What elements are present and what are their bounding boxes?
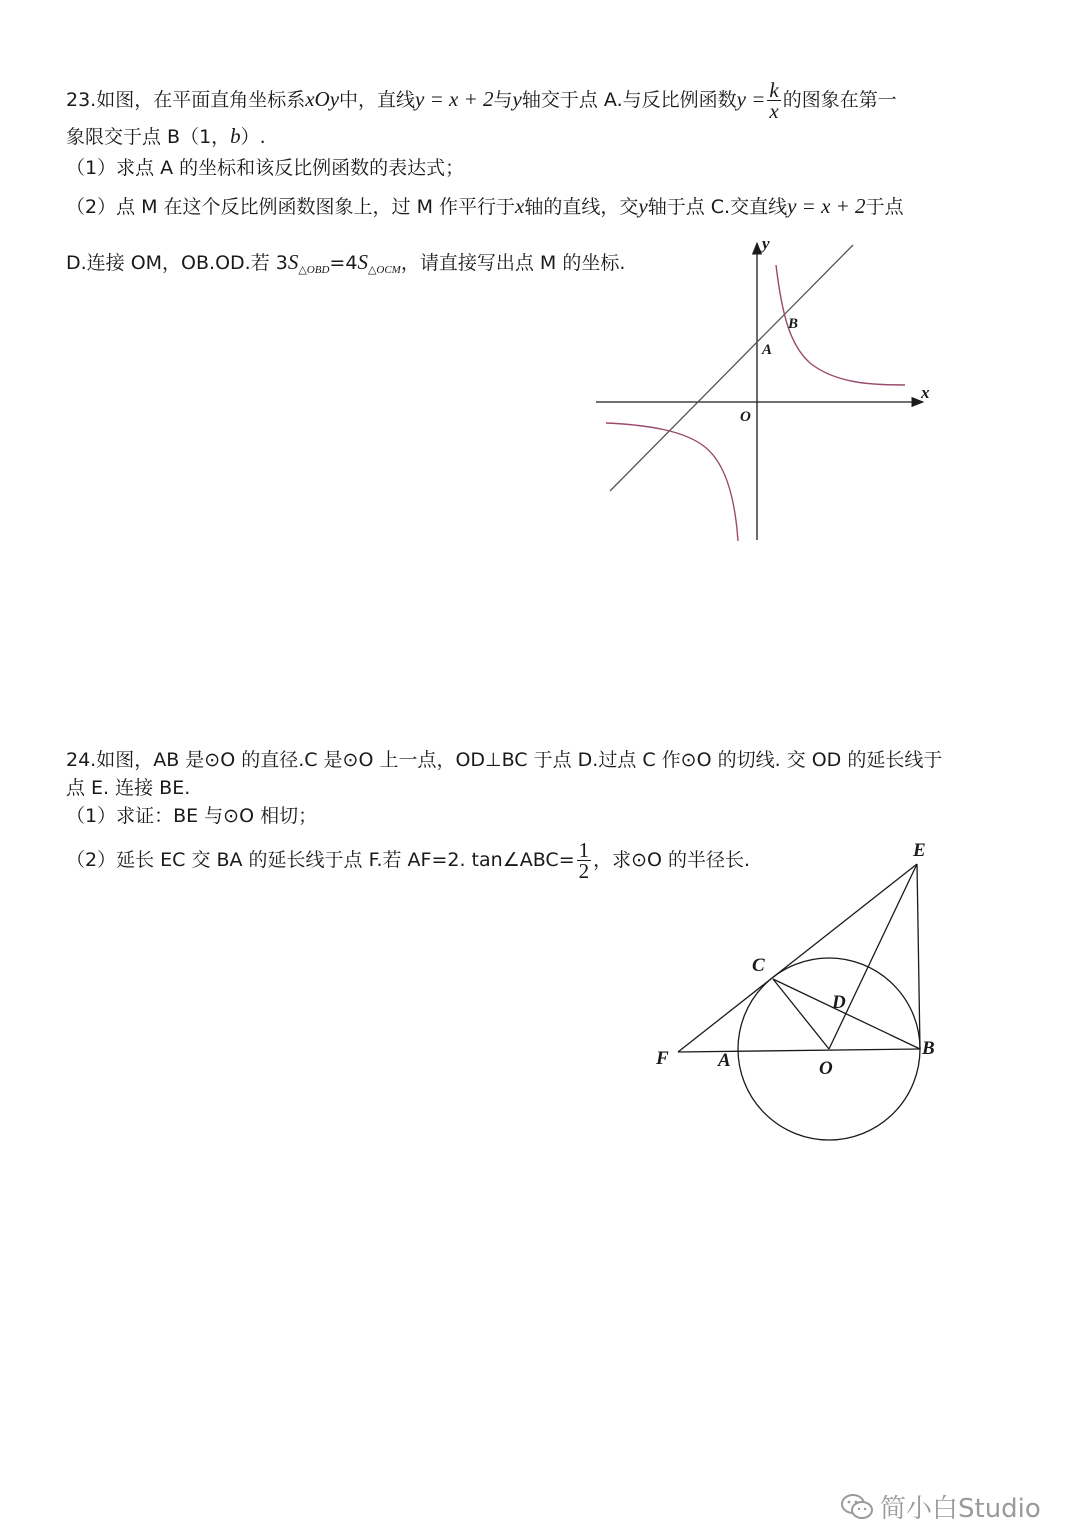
segment-co <box>773 979 829 1049</box>
q23-y: y <box>512 87 522 111</box>
fraction-one-half <box>577 840 592 881</box>
label-b: B <box>922 1038 935 1059</box>
q23-text: 象限交于点 B（1， <box>66 126 231 148</box>
area-sub: △OBD <box>298 264 330 276</box>
q23-text: 23.如图，在平面直角坐标系 <box>66 89 306 111</box>
label-o: O <box>819 1058 833 1079</box>
q23-eq-y: y = <box>736 87 766 111</box>
q23-line-eq: y = x + 2 <box>787 194 866 218</box>
q23-line-1 <box>66 80 897 121</box>
q23-x: x <box>515 194 525 218</box>
label-a: A <box>762 342 773 358</box>
q23-xoy: xOy <box>305 87 340 111</box>
area-s: S <box>357 250 368 274</box>
q24-text: 24.如图，AB 是⊙O 的直径.C 是⊙O 上一点，OD⊥BC 于点 D.过点 C 作⊙O 的切线. 交 OD 的延长线于 <box>66 749 943 771</box>
q23-text: （2）点 M 在这个反比例函数图象上，过 M 作平行于 <box>66 196 516 218</box>
q24-text: 点 E. 连接 BE. <box>66 777 191 799</box>
q23-text: D.连接 OM，OB.OD.若 3 <box>66 252 288 274</box>
q23-text: 轴的直线，交 <box>524 196 639 218</box>
q23-line-2 <box>66 124 266 149</box>
label-o: O <box>740 409 751 425</box>
q24-line-1 <box>66 748 942 772</box>
area-s: S <box>287 250 299 274</box>
q23-part-1 <box>66 156 464 180</box>
q23-part-2 <box>66 194 904 219</box>
q24-figure <box>640 830 960 1150</box>
frac-num: 1 <box>578 838 590 862</box>
q23-text: ）. <box>240 126 266 148</box>
q24-line-2 <box>66 776 190 800</box>
fraction-k-over-x <box>767 80 780 121</box>
q24-part-1 <box>66 804 317 828</box>
q23-text: ，请直接写出点 M 的坐标. <box>400 252 626 274</box>
q23-part-1-text: （1）求点 A 的坐标和该反比例函数的表达式； <box>66 157 465 179</box>
q23-text: 于点 <box>865 196 904 218</box>
frac-den: x <box>769 99 779 123</box>
label-d: D <box>832 992 846 1013</box>
q23-part-2-cont <box>66 250 625 282</box>
segment-fb <box>678 1049 920 1052</box>
q23-text: 轴交于点 A.与反比例函数 <box>521 89 737 111</box>
q23-figure <box>590 235 950 545</box>
q23-text: 轴于点 C.交直线 <box>647 196 788 218</box>
q23-text: 与 <box>493 89 513 111</box>
label-c: C <box>752 955 765 976</box>
q23-text: 中，直线 <box>339 89 416 111</box>
watermark-text: 简小白Studio <box>880 1494 1041 1524</box>
hyperbola-branch-q3 <box>606 423 738 541</box>
label-x: x <box>921 383 930 402</box>
segment-oe <box>829 864 917 1049</box>
q23-y: y <box>638 194 648 218</box>
label-f: F <box>656 1048 669 1069</box>
label-e: E <box>913 840 926 861</box>
frac-num: k <box>769 78 779 102</box>
label-b: B <box>788 316 799 332</box>
label-a: A <box>718 1050 731 1071</box>
frac-den: 2 <box>578 859 590 883</box>
watermark <box>840 1488 1041 1525</box>
q24-part-1-text: （1）求证：BE 与⊙O 相切； <box>66 805 318 827</box>
q23-text: 的图象在第一 <box>782 89 897 111</box>
segment-fe <box>678 864 917 1052</box>
q23-b: b <box>230 124 241 148</box>
area-sub: △OCM <box>367 264 401 276</box>
wechat-icon <box>840 1493 874 1521</box>
label-y: y <box>762 235 770 253</box>
q24-text: （2）延长 EC 交 BA 的延长线于点 F.若 AF=2. tan∠ABC= <box>66 849 575 871</box>
q23-line-eq: y = x + 2 <box>415 87 494 111</box>
q24-text: ，求⊙O 的半径长. <box>593 849 751 871</box>
q23-text: =4 <box>329 252 358 274</box>
segment-eb <box>917 864 920 1049</box>
